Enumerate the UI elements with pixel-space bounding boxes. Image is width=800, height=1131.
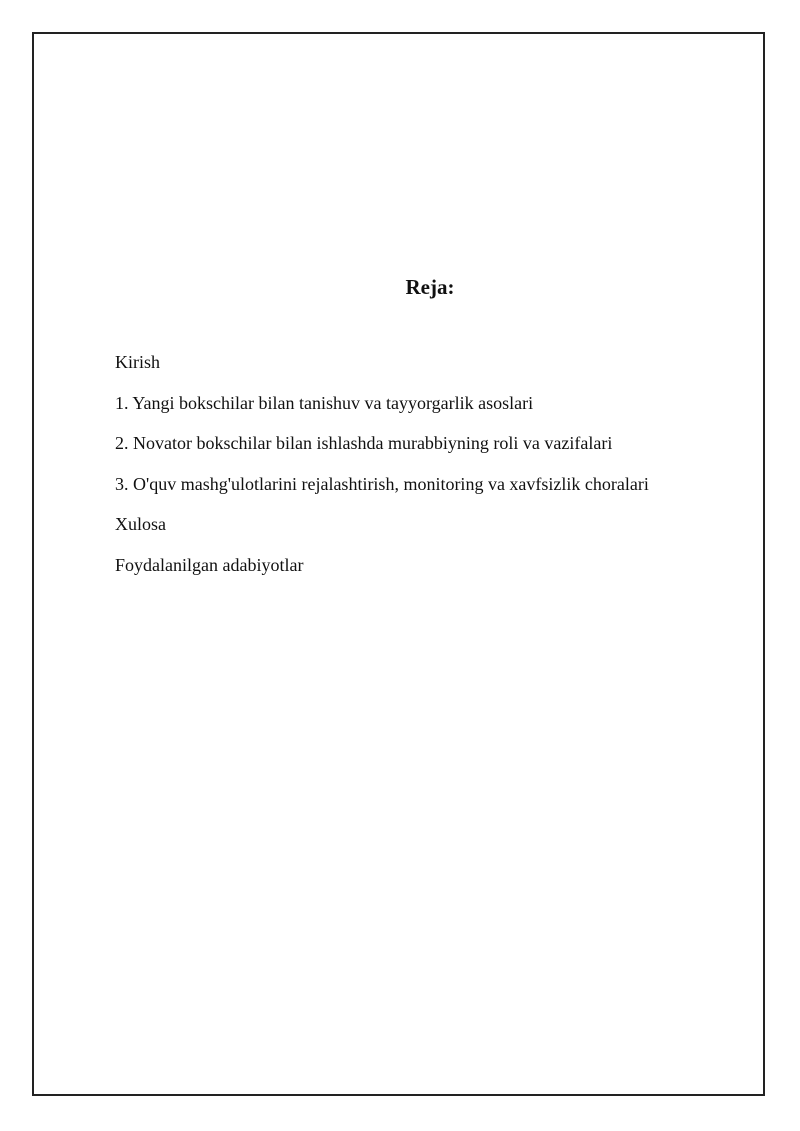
page-title: Reja: <box>405 275 455 299</box>
plan-list <box>115 350 649 593</box>
plan-item-conclusion: Xulosa <box>115 514 166 534</box>
plan-item-references: Foydalanilgan adabiyotlar <box>115 554 304 575</box>
plan-item-introduction: Kirish <box>115 352 160 372</box>
plan-item-2: 2. Novator bokschilar bilan ishlashda murabbiyning roli va vazifalari <box>115 433 613 453</box>
plan-item-1: 1. Yangi bokschilar bilan tanishuv va tayyorgarlik asoslari <box>115 392 534 413</box>
plan-item-3: 3. O'quv mashg'ulotlarini rejalashtirish, monitoring va xavfsizlik choralari <box>115 473 649 494</box>
